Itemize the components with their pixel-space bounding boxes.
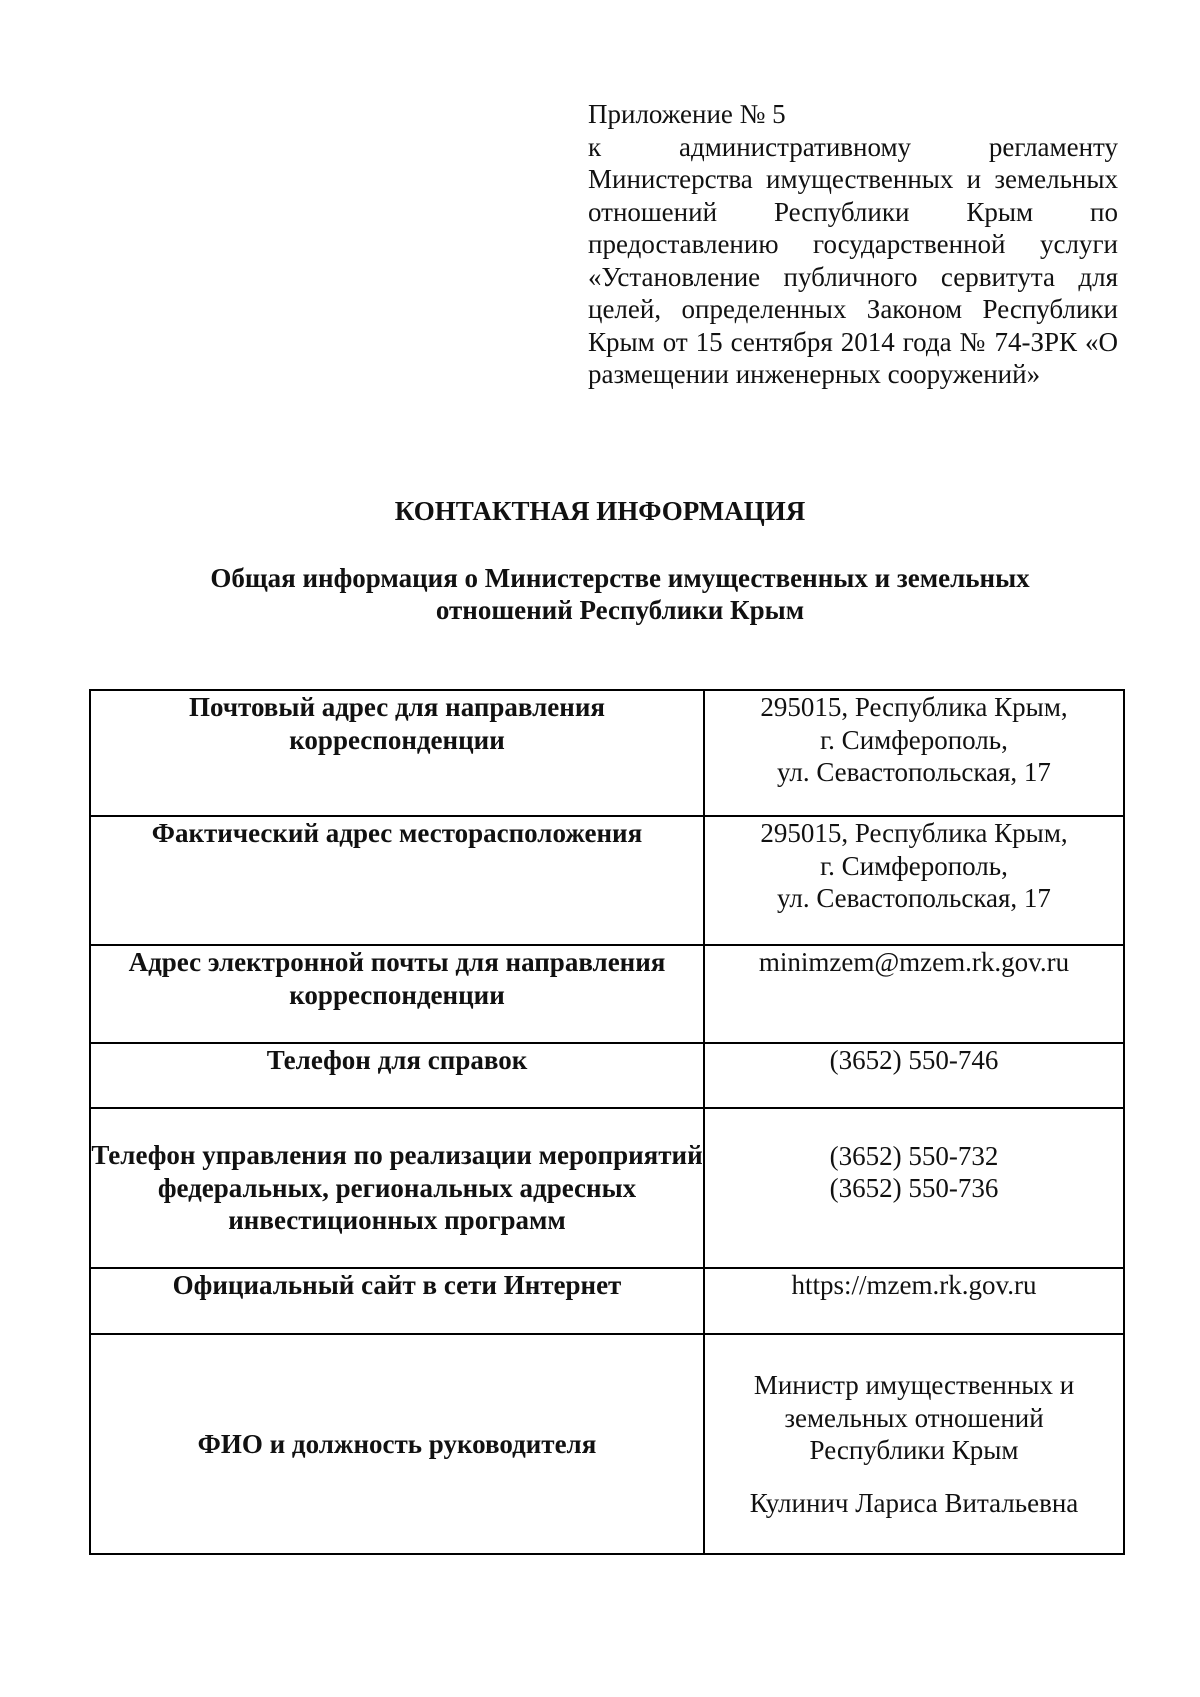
contact-table — [89, 689, 1125, 1555]
appendix-block — [588, 98, 1118, 391]
postal-address-value — [704, 690, 1124, 816]
actual-address-label: Фактический адрес месторасположения — [90, 816, 704, 945]
head-label: ФИО и должность руководителя — [90, 1334, 704, 1554]
head-value — [704, 1334, 1124, 1554]
appendix-body: к административному регламенту Министерства имущественных и земельных отношений Республики Крым по предоставлению государственной услуги «Установление публичного сервитута для целей, определенных Законом Республики Крым от 15 сентября 2014 года № 74-ЗРК «О размещении инженерных сооружений» — [588, 131, 1118, 389]
address-line: 295015, Республика Крым, — [760, 692, 1068, 722]
page-subtitle: Общая информация о Министерстве имущественных и земельных отношений Республики Крым — [210, 563, 1030, 625]
website-label: Официальный сайт в сети Интернет — [90, 1268, 704, 1334]
address-line: ул. Севастопольская, 17 — [777, 883, 1051, 913]
table-row-email — [90, 945, 1124, 1043]
phone-line: (3652) 550-732 — [829, 1140, 999, 1171]
address-line: ул. Севастопольская, 17 — [777, 757, 1051, 787]
actual-address-value — [704, 816, 1124, 945]
phone-line: (3652) 550-736 — [829, 1173, 999, 1203]
table-row-postal-address — [90, 690, 1124, 816]
table-row-website — [90, 1268, 1124, 1334]
phone-department-label: Телефон управления по реализации мероприятий федеральных, региональных адресных инвестиционных программ — [90, 1108, 704, 1268]
email-label: Адрес электронной почты для направления корреспонденции — [90, 945, 704, 1043]
website-value: https://mzem.rk.gov.ru — [704, 1268, 1124, 1334]
table-row-head — [90, 1334, 1124, 1554]
address-line: г. Симферополь, — [820, 850, 1008, 881]
head-name: Кулинич Лариса Витальевна — [749, 1487, 1079, 1518]
phone-department-value — [704, 1108, 1124, 1268]
position-line: Республики Крым — [809, 1435, 1019, 1465]
postal-address-label: Почтовый адрес для направления корреспонденции — [90, 690, 704, 816]
position-line: земельных отношений — [784, 1402, 1044, 1433]
table-row-phone — [90, 1043, 1124, 1108]
appendix-title: Приложение № 5 — [588, 99, 786, 129]
address-line: г. Симферополь, — [820, 724, 1008, 755]
position-line: Министр имущественных и — [753, 1370, 1075, 1400]
email-value: minimzem@mzem.rk.gov.ru — [704, 945, 1124, 1043]
table-row-actual-address — [90, 816, 1124, 945]
phone-label: Телефон для справок — [90, 1043, 704, 1108]
table-row-phone-department — [90, 1108, 1124, 1268]
address-line: 295015, Республика Крым, — [760, 818, 1068, 848]
page-title: КОНТАКТНАЯ ИНФОРМАЦИЯ — [394, 496, 806, 526]
phone-value: (3652) 550-746 — [704, 1043, 1124, 1108]
